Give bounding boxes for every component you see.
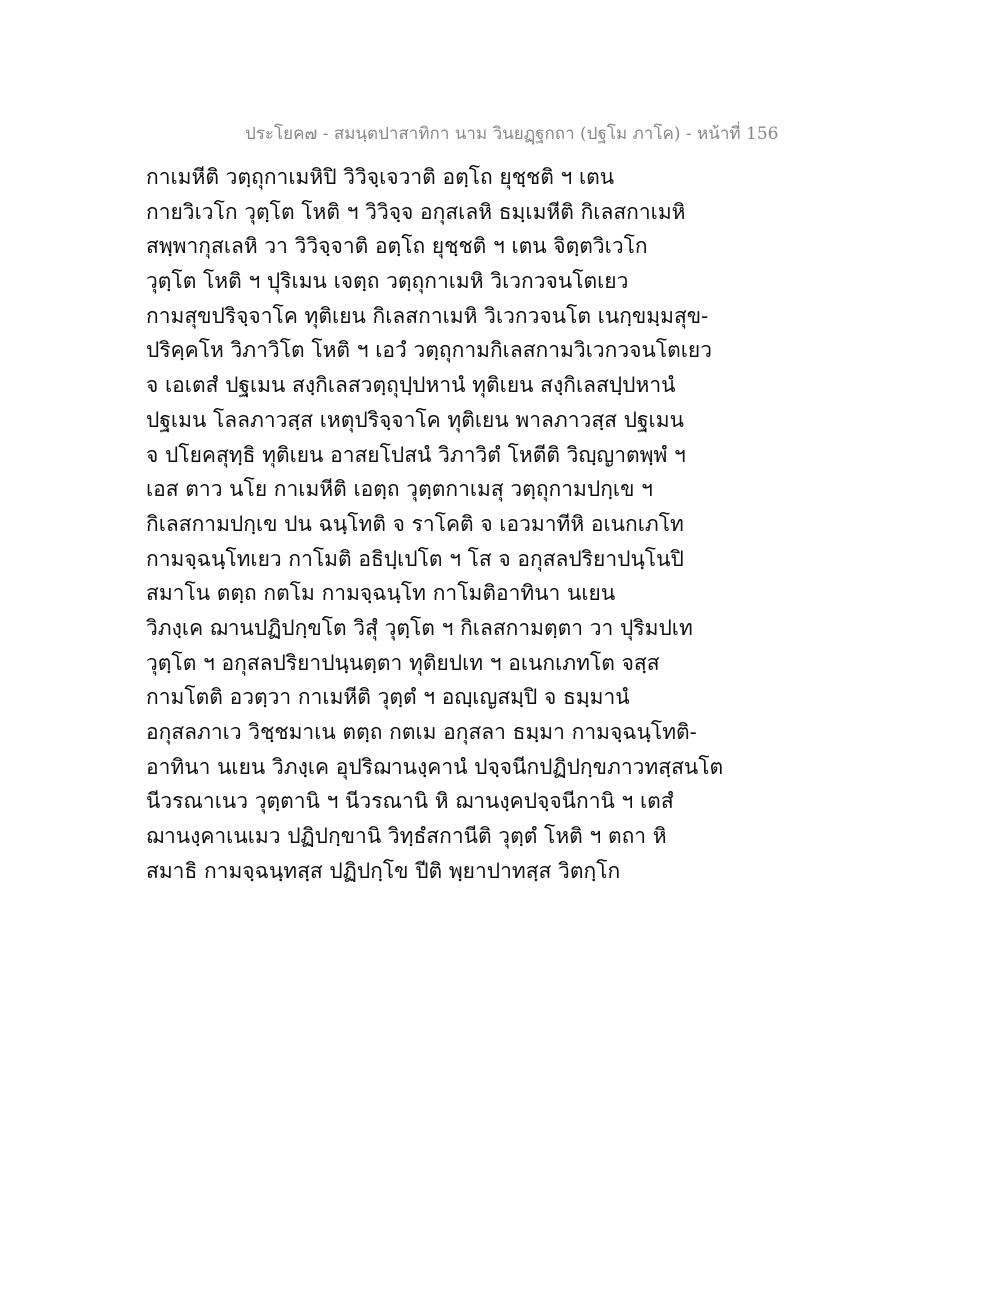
text-line: ปฐเมน โลลภาวสฺส เหตุปริจฺจาโค ทุติเยน พาลภาวสฺส ปฐเมน — [146, 407, 684, 432]
text-line: วุตฺโต ฯ อกุสลปริยาปนฺนตฺตา ทุติยปเท ฯ อเนกเภทโต จสฺส — [146, 650, 660, 675]
text-line: กามโตติ อวตฺวา กาเมหีติ วุตฺตํ ฯ อญฺเญสมฺปิ จ ธมฺมานํ — [146, 685, 630, 710]
text-line: กิเลสกามปกฺเข ปน ฉนฺโทติ จ ราโคติ จ เอวมาทีหิ อเนกเภโท — [146, 511, 684, 536]
text-line: อาทินา นเยน วิภงฺเค อุปริฌานงฺคานํ ปจฺจนีกปฏิปกฺขภาวทสฺสนโต — [146, 754, 724, 779]
text-line: สมาโน ตตฺถ กตโม กามจฺฉนฺโท กาโมติอาทินา นเยน — [146, 581, 616, 606]
text-line: วุตฺโต โหติ ฯ ปุริเมน เจตฺถ วตฺถุกาเมหิ วิเวกวจนโตเยว — [146, 269, 629, 294]
body-text — [146, 160, 746, 888]
text-line: วิภงฺเค ฌานปฏิปกฺขโต วิสุํ วุตฺโต ฯ กิเลสกามตฺตา วา ปุริมปเท — [146, 615, 693, 640]
text-line: ปริคฺคโห วิภาวิโต โหติ ฯ เอวํ วตฺถุกามกิเลสกามวิเวกวจนโตเยว — [146, 338, 713, 363]
text-line: นีวรณาเนว วุตฺตานิ ฯ นีวรณานิ หิ ฌานงฺคปจฺจนีกานิ ฯ เตสํ — [146, 789, 674, 814]
text-line: จ ปโยคสุทฺธิ ทุติเยน อาสยโปสนํ วิภาวิตํ โหตีติ วิญฺญาตพฺพํ ฯ — [146, 442, 686, 467]
text-line: กาเมหีติ วตฺถุกาเมหิปิ วิวิจฺเจวาติ อตฺโถ ยุชฺชติ ฯ เตน — [146, 165, 615, 189]
text-line: กามจฺฉนฺโทเยว กาโมติ อธิปฺเปโต ฯ โส จ อกุสลปริยาปนฺโนปิ — [146, 546, 684, 571]
text-line: จ เอเตสํ ปฐเมน สงฺกิเลสวตฺถุปฺปหานํ ทุติเยน สงฺกิเลสปฺปหานํ — [146, 373, 676, 398]
text-line: ฌานงฺคาเนเมว ปฏิปกฺขานิ วิทฺธํสกานีติ วุตฺตํ โหติ ฯ ตถา หิ — [146, 824, 667, 849]
text-line: สพฺพากุสเลหิ วา วิวิจฺจาติ อตฺโถ ยุชฺชติ ฯ เตน จิตฺตวิเวโก — [146, 234, 648, 259]
text-line: กามสุขปริจฺจาโค ทุติเยน กิเลสกาเมหิ วิเวกวจนโต เนกฺขมฺมสุข- — [146, 303, 709, 328]
text-line: กายวิเวโก วุตฺโต โหติ ฯ วิวิจฺจ อกุสเลหิ ธมฺเมหีติ กิเลสกาเมหิ — [146, 199, 686, 224]
text-line: สมาธิ กามจฺฉนฺทสฺส ปฏิปกฺโข ปีติ พฺยาปาทสฺส วิตกฺโก — [146, 858, 621, 883]
page-header: ประโยค๗ - สมนฺตปาสาทิกา นาม วินยฏฺฐกถา (ปฐโม ภาโค) - หน้าที่ 156 — [245, 124, 779, 144]
text-line: อกุสลภาเว วิชฺชมาเน ตตฺถ กตเม อกุสลา ธมฺมา กามจฺฉนฺโทติ- — [146, 720, 697, 744]
text-line: เอส ตาว นโย กาเมหีติ เอตฺถ วุตฺตกาเมสุ วตฺถุกามปกฺเข ฯ — [146, 477, 653, 502]
